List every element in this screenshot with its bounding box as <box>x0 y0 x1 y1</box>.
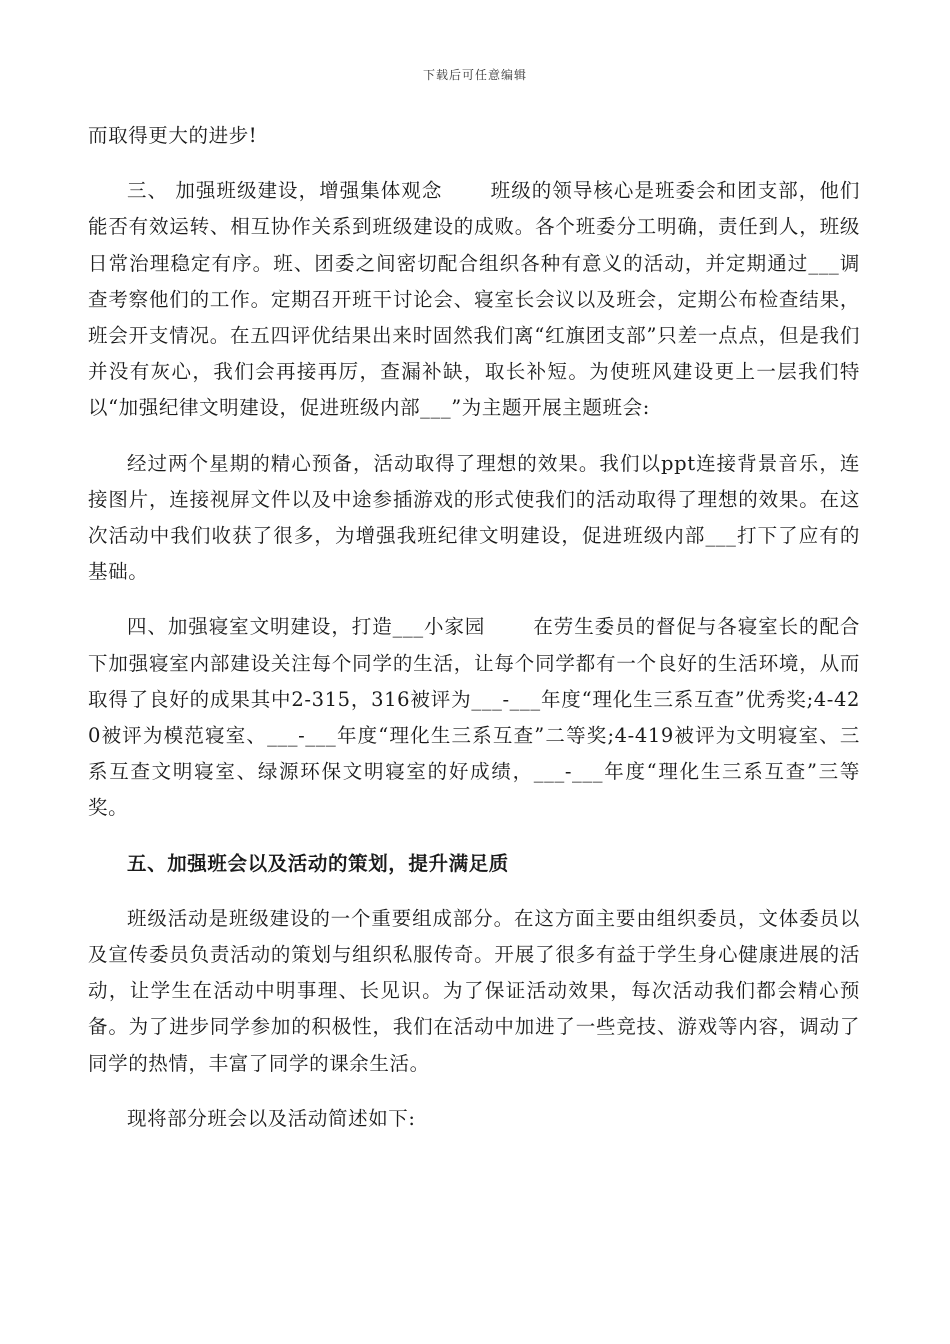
paragraph-section-three: 三、 加强班级建设，增强集体观念 班级的领导核心是班委会和团支部，他们能否有效运转、相互协作关系到班级建设的成败。各个班委分工明确，责任到人，班级日常治理稳定有序。班、团委之间密切配合组织各种有意义的活动，并定期通过___调查考察他们的工作。定期召开班干讨论会、寝室长会议以及班会，定期公布检查结果，班会开支情况。在五四评优结果出来时固然我们离“红旗团支部”只差一点点，但是我们并没有灰心，我们会再接再厉，查漏补缺，取长补短。为使班风建设更上一层我们特以“加强纪律文明建设，促进班级内部___”为主题开展主题班会: <box>88 179 860 420</box>
paragraph-continuation: 而取得更大的进步! <box>88 124 258 147</box>
document-body <box>88 118 860 1156</box>
paragraph-class-activities: 班级活动是班级建设的一个重要组成部分。在这方面主要由组织委员，文体委员以及宣传委员负责活动的策划与组织私服传奇。开展了很多有益于学生身心健康进展的活动，让学生在活动中明事理、长见识。为了保证活动效果，每次活动我们都会精心预备。为了进步同学参加的积极性，我们在活动中加进了一些竞技、游戏等内容，调动了同学的热情，丰富了同学的课余生活。 <box>88 906 860 1075</box>
paragraph-activity-result: 经过两个星期的精心预备，活动取得了理想的效果。我们以ppt连接背景音乐，连接图片，连接视屏文件以及中途参插游戏的形式使我们的活动取得了理想的效果。在这次活动中我们收获了很多，为增强我班纪律文明建设，促进班级内部___打下了应有的基础。 <box>88 451 860 584</box>
paragraph-summary-intro: 现将部分班会以及活动简述如下: <box>127 1106 416 1130</box>
paragraph-section-four: 四、加强寝室文明建设，打造___小家园 在劳生委员的督促与各寝室长的配合下加强寝室内部建设关注每个同学的生活，让每个同学都有一个良好的生活环境，从而取得了良好的成果其中2-315，316被评为___-___年度“理化生三系互查”优秀奖;4-420被评为模范寝室、___-___年度“理化生三系互查”二等奖;4-419被评为文明寝室、三系互查文明寝室、绿源环保文明寝室的好成绩，___-___年度“理化生三系互查”三等奖。 <box>88 615 860 820</box>
page-header: 下载后可任意编辑 <box>422 68 527 82</box>
section-five-heading: 五、加强班会以及活动的策划，提升满足质 <box>127 851 509 875</box>
